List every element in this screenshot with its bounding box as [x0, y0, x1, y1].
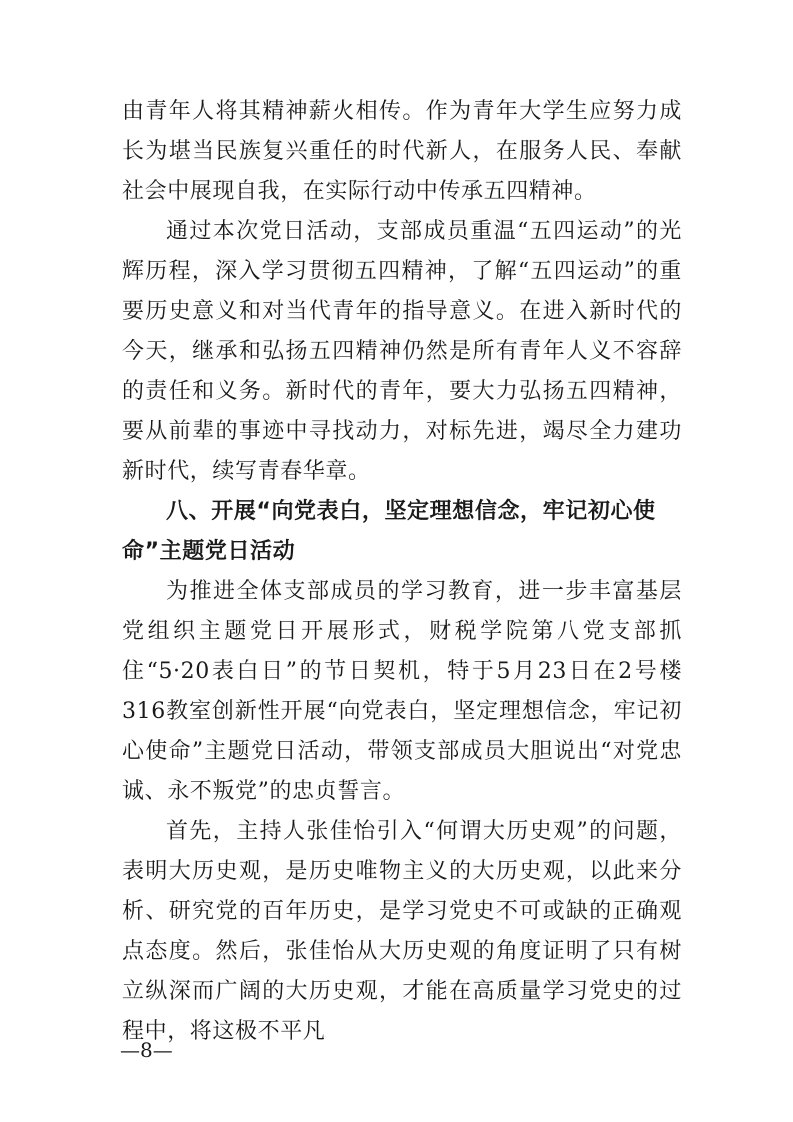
body-paragraph-1: 由青年人将其精神薪火相传。作为青年大学生应努力成长为堪当民族复兴重任的时代新人，在服务人民、奉献社会中展现自我，在实际行动中传承五四精神。 — [122, 99, 682, 204]
section-heading: 八、开展“向党表白，坚定理想信念，牢记初心使命”主题党日活动 — [122, 499, 656, 564]
body-paragraph-3: 为推进全体支部成员的学习教育，进一步丰富基层党组织主题党日开展形式，财税学院第八党支部抓住“5·20表白日”的节日契机，特于5月23日在2号楼316教室创新性开展“向党表白，坚定理想信念，牢记初心使命”主题党日活动，带领支部成员大胆说出“对党忠诚、永不叛党”的忠贞誓言。 — [122, 579, 682, 804]
body-paragraph-2: 通过本次党日活动，支部成员重温“五四运动”的光辉历程，深入学习贯彻五四精神，了解“五四运动”的重要历史意义和对当代青年的指导意义。在进入新时代的今天，继承和弘扬五四精神仍然是所有青年人义不容辞的责任和义务。新时代的青年，要大力弘扬五四精神，要从前辈的事迹中寻找动力，对标先进，竭尽全力建功新时代，续写青春华章。 — [122, 219, 682, 484]
page-number: —8— — [120, 1038, 173, 1062]
body-paragraph-4: 首先，主持人张佳怡引入“何谓大历史观”的问题，表明大历史观，是历史唯物主义的大历史观，以此来分析、研究党的百年历史，是学习党史不可或缺的正确观点态度。然后，张佳怡从大历史观的角度证明了只有树立纵深而广阔的大历史观，才能在高质量学习党史的过程中，将这极不平凡 — [122, 819, 682, 1044]
